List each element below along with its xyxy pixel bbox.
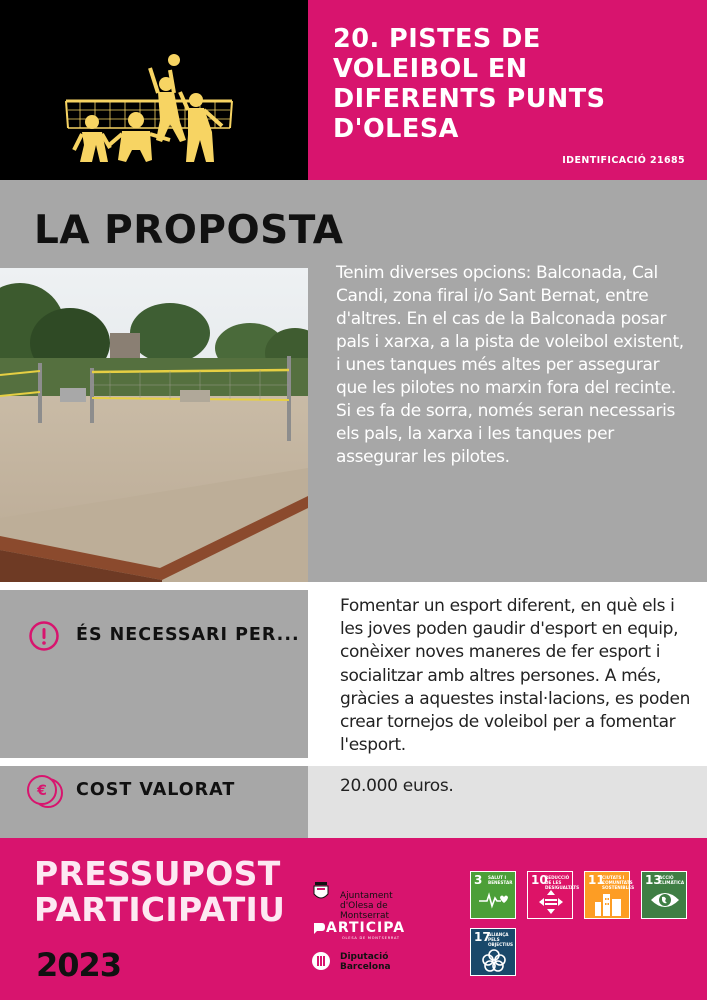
sdg-label: ACCIÓ CLIMÀTICA	[659, 875, 685, 885]
ajuntament-line-1: Ajuntament	[340, 891, 393, 901]
svg-text:€: €	[37, 783, 47, 799]
partnership-flower-icon	[479, 947, 509, 973]
diputacio-line-1: Diputació	[340, 952, 389, 962]
necessary-description: Fomentar un esport diferent, en què els i les joves poden gaudir d'esport en equip, conèixer noves maneres de fer esport i socialitzar amb altres persones. A més, gràcies a aquestes instal·lacions, es poden crear tornejos de voleibol per a fomentar l'esport.	[340, 596, 690, 756]
participa-logo	[312, 918, 422, 940]
sdg-label: SALUT I BENESTAR	[488, 875, 513, 885]
sdg-label: CIUTATS I COMUNITATS SOSTENIBLES	[602, 875, 635, 890]
year-label: 2023	[36, 946, 122, 984]
cost-value: 20.000 euros.	[340, 776, 454, 796]
sdg-11-tile	[584, 871, 635, 919]
sdg-label: ALIANÇA PELS OBJECTIUS	[488, 932, 514, 947]
necessary-label-panel	[0, 590, 308, 758]
proposal-description: Tenim diverses opcions: Balconada, Cal Candi, zona firal i/o Sant Bernat, entre d'altres. En el cas de la Balconada posar pals i xarxa, a la pista de voleibol existent, i unes tanques més altes per assegurar que les pilotes no marxin fora del recinte. Si es fa de sorra, només seran necessaris els pals, la xarxa i les tanques per assegurar les pilotes.	[336, 263, 684, 467]
diputacio-line-2: Barcelona	[340, 962, 391, 972]
sdg-10-tile	[527, 871, 580, 919]
sdg-number: 10	[531, 873, 548, 887]
sdg-number: 13	[645, 873, 662, 887]
header-image-panel	[0, 0, 308, 180]
reduced-inequalities-icon	[536, 890, 566, 914]
sdg-number: 17	[474, 930, 491, 944]
earth-eye-icon	[650, 890, 680, 910]
title-line-2: PARTICIPATIU	[34, 890, 286, 929]
cost-label: COST VALORAT	[76, 780, 236, 800]
diputacio-crest-icon	[312, 950, 330, 972]
sdg-number: 3	[474, 873, 483, 887]
proposal-heading: LA PROPOSTA	[34, 208, 344, 253]
sdg-17-tile	[470, 928, 516, 976]
town-crest-icon	[312, 880, 330, 902]
exclamation-circle-icon	[28, 620, 60, 652]
ajuntament-line-2: d'Olesa de Montserrat	[340, 901, 390, 921]
participatory-budget-title	[34, 856, 285, 928]
sdg-13-tile	[641, 871, 687, 919]
necessary-label: ÉS NECESSARI PER...	[76, 625, 300, 645]
page-title: 20. PISTES DE VOLEIBOL EN DIFERENTS PUNTS D'OLESA	[333, 24, 606, 144]
ajuntament-logo	[312, 880, 432, 921]
identification-code: IDENTIFICACIÓ 21685	[562, 155, 685, 166]
heartbeat-icon	[479, 890, 509, 910]
participa-text: ARTICIPA	[326, 920, 406, 936]
volleyball-players-illustration	[0, 0, 308, 180]
participa-subtitle: OLESA DE MONTSERRAT	[342, 936, 400, 940]
diputacio-logo	[312, 948, 422, 974]
title-line-1: PRESSUPOST	[34, 854, 281, 893]
city-buildings-icon	[593, 890, 623, 916]
sdg-label: REDUCCIÓ DE LES DESIGUALTATS	[545, 875, 580, 890]
euro-coins-icon	[24, 773, 66, 811]
volleyball-court-photo	[0, 268, 308, 582]
sdg-number: 11	[588, 873, 605, 887]
participa-mark-icon	[312, 921, 326, 935]
sdg-3-tile	[470, 871, 516, 919]
